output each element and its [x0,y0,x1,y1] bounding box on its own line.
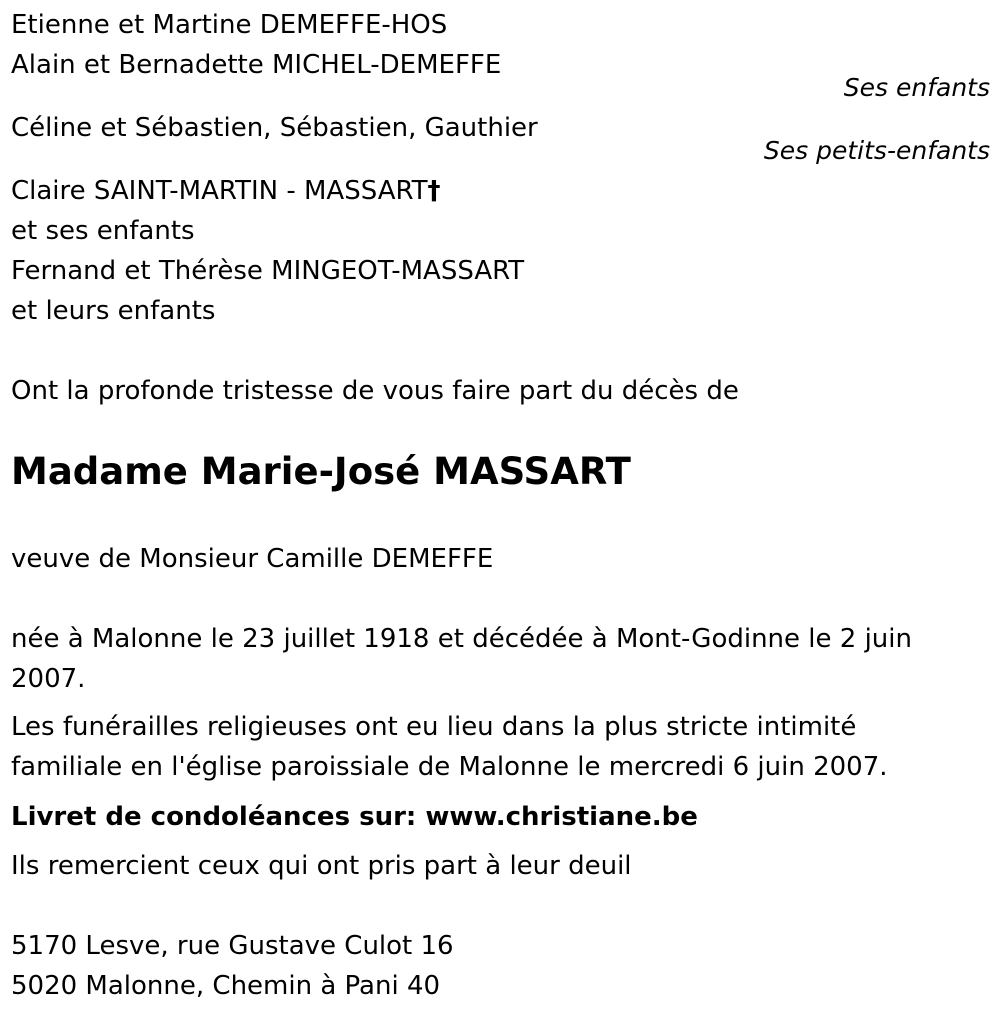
birth-death-line-1: née à Malonne le 23 juillet 1918 et décédée à Mont-Godinne le 2 juin [11,624,912,654]
sibling-2-line-2: et leurs enfants [11,296,216,326]
birth-death-line-2: 2007. [11,664,86,694]
widow-of: veuve de Monsieur Camille DEMEFFE [11,544,494,574]
sibling-1-name: Claire SAINT-MARTIN - MASSART [11,176,428,206]
address-2: 5020 Malonne, Chemin à Pani 40 [11,971,441,1001]
thanks-line: Ils remercient ceux qui ont pris part à leur deuil [11,851,632,881]
sibling-2-line-1: Fernand et Thérèse MINGEOT-MASSART [11,256,525,286]
announcement-intro: Ont la profonde tristesse de vous faire part du décès de [11,376,739,406]
funeral-line-1: Les funérailles religieuses ont eu lieu dans la plus stricte intimité [11,712,857,742]
children-line-2: Alain et Bernadette MICHEL-DEMEFFE [11,50,502,80]
funeral-line-2: familiale en l'église paroissiale de Malonne le mercredi 6 juin 2007. [11,752,888,782]
cross-icon: † [427,176,441,206]
sibling-1-line-2: et ses enfants [11,216,195,246]
address-1: 5170 Lesve, rue Gustave Culot 16 [11,931,454,961]
deceased-name: Madame Marie-José MASSART [11,450,631,493]
children-role: Ses enfants [843,73,990,102]
condolences-link[interactable]: Livret de condoléances sur: www.christiane.be [11,802,698,832]
grandchildren-line: Céline et Sébastien, Sébastien, Gauthier [11,113,538,143]
grandchildren-role: Ses petits-enfants [763,136,990,165]
children-line-1: Etienne et Martine DEMEFFE-HOS [11,10,448,40]
sibling-1-line-1 [11,171,441,211]
